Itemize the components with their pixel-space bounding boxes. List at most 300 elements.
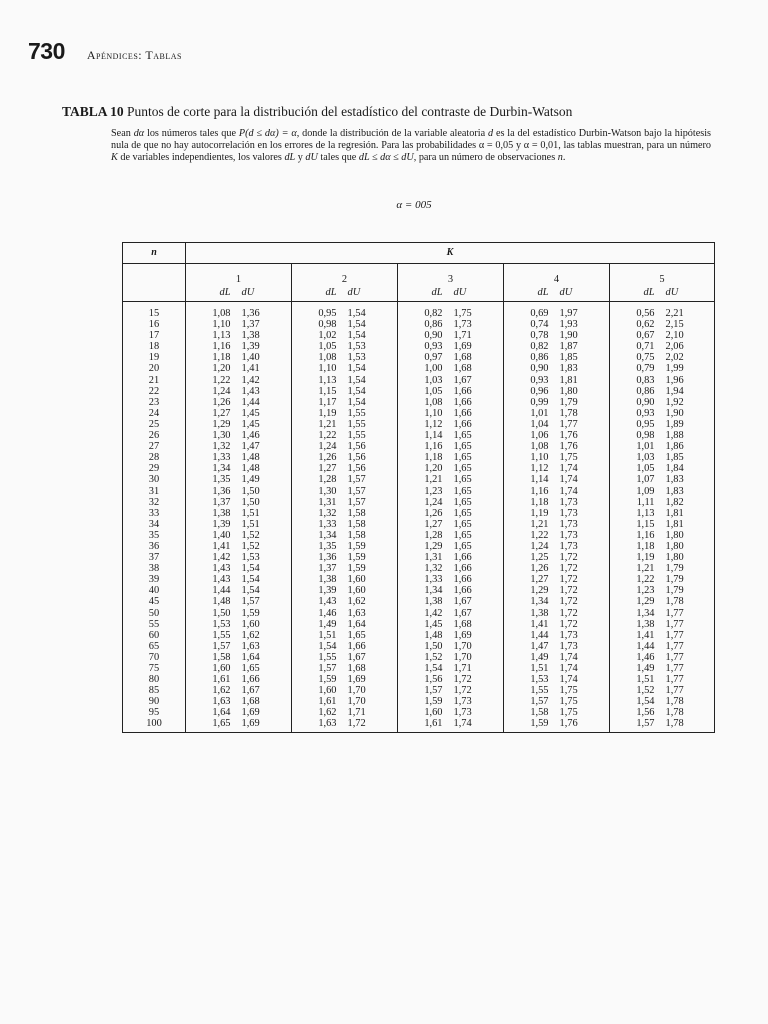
dl-value: 1,23 xyxy=(610,585,663,596)
dl-value: 1,16 xyxy=(186,341,239,352)
du-value: 1,66 xyxy=(453,585,472,597)
du-value: 1,57 xyxy=(347,474,366,486)
du-value: 1,53 xyxy=(241,552,260,564)
dl-value: 1,60 xyxy=(186,663,239,674)
du-value: 1,74 xyxy=(559,463,578,475)
du-value: 1,45 xyxy=(241,418,260,430)
du-value: 1,69 xyxy=(453,629,472,641)
intro-text: es la del estadístico Durbin-Watson bajo la hipótesis nula de que no hay autocorrelación en los errores de la regresión. Para las probabilidades α = 0,05 y α = 0,01, las tablas muestran, para un número xyxy=(111,128,712,151)
dl-value: 1,41 xyxy=(504,619,557,630)
dl-value: 1,63 xyxy=(292,718,345,732)
du-value: 1,41 xyxy=(241,363,260,375)
n-value: 36 xyxy=(148,540,160,552)
du-value: 1,57 xyxy=(347,485,366,497)
k-value-header: 2 xyxy=(292,264,398,286)
du-value: 1,74 xyxy=(559,485,578,497)
du-value: 1,78 xyxy=(665,696,684,708)
dl-value: 1,06 xyxy=(504,430,557,441)
du-value: 1,74 xyxy=(453,718,472,730)
du-value: 1,64 xyxy=(347,618,366,630)
du-value: 1,54 xyxy=(347,374,366,386)
dl-value: 1,63 xyxy=(186,696,239,707)
dl-value: 1,35 xyxy=(186,474,239,485)
du-value: 1,74 xyxy=(559,663,578,674)
dl-value: 1,34 xyxy=(292,530,345,541)
dl-value: 1,20 xyxy=(186,363,239,374)
du-value: 1,49 xyxy=(241,474,260,486)
du-value: 1,79 xyxy=(665,585,684,597)
n-value: 18 xyxy=(148,341,160,353)
table-title-text: Puntos de corte para la distribución del estadístico del contraste de Durbin-Watson xyxy=(127,104,573,119)
du-value: 1,87 xyxy=(559,341,578,353)
dl-value: 0,78 xyxy=(504,330,557,341)
du-value: 1,76 xyxy=(559,441,578,453)
dl-value: 1,64 xyxy=(186,707,239,718)
table-row xyxy=(123,375,715,386)
dl-value: 1,42 xyxy=(186,552,239,563)
du-value: 1,85 xyxy=(559,352,578,364)
dl-value: 1,07 xyxy=(610,474,663,485)
dl-value: 1,60 xyxy=(292,685,345,696)
du-value: 1,59 xyxy=(347,563,366,575)
du-value: 1,72 xyxy=(559,618,578,630)
dl-value: 1,14 xyxy=(398,430,451,441)
dl-value: 1,30 xyxy=(292,486,345,497)
du-header: dU xyxy=(451,285,504,302)
k-value-header: 1 xyxy=(186,264,292,286)
n-value: 65 xyxy=(148,640,160,652)
dl-value: 0,90 xyxy=(398,330,451,341)
dl-value: 1,16 xyxy=(504,486,557,497)
dl-value: 1,10 xyxy=(292,363,345,374)
du-value: 1,67 xyxy=(453,607,472,619)
symbol-du: dU xyxy=(305,152,318,163)
du-value: 1,96 xyxy=(665,374,684,386)
table-row xyxy=(123,319,715,330)
dl-header: dL xyxy=(292,285,345,302)
du-value: 1,69 xyxy=(241,707,260,719)
du-value: 1,79 xyxy=(559,396,578,408)
du-value: 1,68 xyxy=(241,696,260,708)
dl-value: 1,44 xyxy=(504,630,557,641)
du-value: 1,66 xyxy=(347,640,366,652)
dl-value: 0,93 xyxy=(610,408,663,419)
du-value: 1,86 xyxy=(665,441,684,453)
dl-value: 1,28 xyxy=(292,474,345,485)
du-value: 1,63 xyxy=(241,640,260,652)
dl-value: 1,01 xyxy=(504,408,557,419)
du-value: 1,68 xyxy=(453,363,472,375)
dl-value: 0,71 xyxy=(610,341,663,352)
du-value: 1,66 xyxy=(453,418,472,430)
dl-value: 1,34 xyxy=(186,463,239,474)
n-value: 60 xyxy=(148,629,160,641)
du-value: 1,75 xyxy=(559,685,578,697)
du-value: 1,51 xyxy=(241,518,260,530)
dl-value: 1,30 xyxy=(186,430,239,441)
dl-value: 1,08 xyxy=(186,302,239,320)
du-value: 1,65 xyxy=(453,529,472,541)
n-value: 16 xyxy=(148,319,160,331)
dl-value: 1,45 xyxy=(398,619,451,630)
du-value: 1,68 xyxy=(453,352,472,364)
dl-value: 1,61 xyxy=(292,696,345,707)
dl-value: 1,38 xyxy=(610,619,663,630)
du-value: 1,37 xyxy=(241,319,260,331)
du-value: 1,83 xyxy=(665,474,684,486)
n-value: 33 xyxy=(148,507,160,519)
dl-value: 1,49 xyxy=(610,663,663,674)
du-value: 1,68 xyxy=(453,618,472,630)
dl-value: 0,93 xyxy=(398,341,451,352)
dl-value: 1,40 xyxy=(186,530,239,541)
dl-value: 0,93 xyxy=(504,375,557,386)
dl-value: 1,29 xyxy=(504,585,557,596)
n-value: 40 xyxy=(148,585,160,597)
du-value: 1,65 xyxy=(453,452,472,464)
du-value: 1,79 xyxy=(665,563,684,575)
du-value: 1,65 xyxy=(347,629,366,641)
du-value: 1,77 xyxy=(665,663,684,674)
n-value: 80 xyxy=(148,674,160,686)
dl-value: 1,15 xyxy=(610,519,663,530)
dl-value: 1,19 xyxy=(292,408,345,419)
du-value: 2,06 xyxy=(665,341,684,353)
du-value: 1,47 xyxy=(241,441,260,453)
dl-value: 1,23 xyxy=(398,486,451,497)
du-value: 1,83 xyxy=(559,363,578,375)
dl-value: 1,33 xyxy=(398,574,451,585)
symbol-dl: dL xyxy=(284,152,296,163)
n-value: 38 xyxy=(148,563,160,575)
dl-value: 1,41 xyxy=(186,541,239,552)
dl-value: 1,60 xyxy=(398,707,451,718)
n-header: n xyxy=(123,243,186,264)
dl-value: 1,10 xyxy=(504,452,557,463)
table-row xyxy=(123,707,715,718)
dl-value: 1,32 xyxy=(186,441,239,452)
dl-value: 1,22 xyxy=(504,530,557,541)
dl-value: 1,37 xyxy=(292,563,345,574)
du-value: 1,45 xyxy=(241,407,260,419)
dl-value: 1,57 xyxy=(610,718,663,732)
dl-value: 1,48 xyxy=(398,630,451,641)
du-value: 1,40 xyxy=(241,352,260,364)
du-value: 1,76 xyxy=(559,718,578,730)
du-value: 1,54 xyxy=(347,319,366,331)
du-value: 1,75 xyxy=(559,696,578,708)
dl-value: 1,50 xyxy=(398,641,451,652)
du-value: 1,58 xyxy=(347,507,366,519)
probability-expression: P(d ≤ dα) = α xyxy=(238,128,297,139)
dl-value: 1,21 xyxy=(292,419,345,430)
dl-value: 0,98 xyxy=(610,430,663,441)
dl-value: 1,26 xyxy=(504,563,557,574)
table-row xyxy=(123,497,715,508)
intro-text: de variables independientes, los valores xyxy=(117,152,285,163)
du-value: 1,53 xyxy=(347,352,366,364)
dl-value: 1,05 xyxy=(398,386,451,397)
n-value: 22 xyxy=(148,385,160,397)
n-value: 95 xyxy=(148,707,160,719)
n-value: 32 xyxy=(148,496,160,508)
n-value: 35 xyxy=(148,529,160,541)
dl-value: 1,32 xyxy=(398,563,451,574)
dl-value: 1,21 xyxy=(398,474,451,485)
table-row xyxy=(123,530,715,541)
n-value: 45 xyxy=(148,596,160,608)
du-value: 1,83 xyxy=(665,485,684,497)
dl-value: 1,27 xyxy=(292,463,345,474)
du-value: 1,68 xyxy=(347,663,366,674)
du-value: 1,70 xyxy=(453,640,472,652)
dl-value: 1,18 xyxy=(186,352,239,363)
table-row xyxy=(123,696,715,707)
dl-value: 1,61 xyxy=(398,718,451,732)
section-label: Apéndices: Tablas xyxy=(86,48,182,62)
du-value: 1,60 xyxy=(241,618,260,630)
du-value: 1,77 xyxy=(665,674,684,686)
du-value: 1,73 xyxy=(559,496,578,508)
du-value: 2,21 xyxy=(665,308,684,319)
n-value: 90 xyxy=(148,696,160,708)
dl-value: 1,43 xyxy=(186,563,239,574)
table-row xyxy=(123,419,715,430)
du-value: 1,65 xyxy=(453,496,472,508)
dl-value: 1,25 xyxy=(504,552,557,563)
dl-value: 1,24 xyxy=(398,497,451,508)
dl-value: 1,54 xyxy=(610,696,663,707)
dl-value: 1,22 xyxy=(610,574,663,585)
du-value: 1,78 xyxy=(665,718,684,730)
table-label: TABLA 10 xyxy=(62,104,124,119)
du-value: 1,66 xyxy=(453,396,472,408)
dl-value: 0,75 xyxy=(610,352,663,363)
dl-value: 0,98 xyxy=(292,319,345,330)
du-value: 1,46 xyxy=(241,430,260,442)
dl-value: 0,69 xyxy=(504,302,557,320)
dl-value: 1,52 xyxy=(610,685,663,696)
du-value: 1,77 xyxy=(665,607,684,619)
dl-value: 1,44 xyxy=(610,641,663,652)
n-value: 28 xyxy=(148,452,160,464)
empty-header xyxy=(123,264,186,286)
du-value: 1,74 xyxy=(559,674,578,686)
dl-value: 0,83 xyxy=(610,375,663,386)
du-value: 1,70 xyxy=(453,651,472,663)
intro-paragraph xyxy=(111,128,711,164)
dl-value: 1,58 xyxy=(504,707,557,718)
dl-value: 1,42 xyxy=(398,608,451,619)
du-value: 1,65 xyxy=(453,507,472,519)
dl-value: 1,55 xyxy=(504,685,557,696)
dl-value: 1,24 xyxy=(186,386,239,397)
du-value: 1,71 xyxy=(453,330,472,342)
dl-value: 1,57 xyxy=(292,663,345,674)
dl-value: 1,20 xyxy=(398,463,451,474)
dl-value: 1,28 xyxy=(398,530,451,541)
du-value: 1,80 xyxy=(665,552,684,564)
table-row xyxy=(123,685,715,696)
du-value: 1,80 xyxy=(665,529,684,541)
du-value: 1,66 xyxy=(453,563,472,575)
du-value: 1,51 xyxy=(241,507,260,519)
du-value: 1,77 xyxy=(665,629,684,641)
dl-value: 1,47 xyxy=(504,641,557,652)
du-value: 1,54 xyxy=(347,363,366,375)
dl-value: 1,62 xyxy=(186,685,239,696)
dl-value: 0,90 xyxy=(610,397,663,408)
dl-value: 1,57 xyxy=(186,641,239,652)
table-row xyxy=(123,652,715,663)
dl-value: 1,10 xyxy=(186,319,239,330)
du-value: 1,72 xyxy=(453,685,472,697)
du-value: 2,15 xyxy=(665,319,684,331)
dl-value: 1,53 xyxy=(504,674,557,685)
page-number: 730 xyxy=(28,38,65,64)
table-row xyxy=(123,486,715,497)
du-value: 1,67 xyxy=(241,685,260,697)
dl-value: 1,51 xyxy=(610,674,663,685)
dl-value: 1,01 xyxy=(610,441,663,452)
du-value: 1,81 xyxy=(665,518,684,530)
dl-value: 1,34 xyxy=(504,596,557,607)
du-value: 1,65 xyxy=(453,430,472,442)
table-row xyxy=(123,663,715,674)
dl-value: 1,13 xyxy=(292,375,345,386)
dl-value: 1,34 xyxy=(610,608,663,619)
dl-header: dL xyxy=(398,285,451,302)
du-value: 1,97 xyxy=(559,308,578,319)
du-value: 1,77 xyxy=(665,618,684,630)
du-value: 1,66 xyxy=(453,574,472,586)
du-value: 1,67 xyxy=(347,651,366,663)
dl-value: 1,54 xyxy=(398,663,451,674)
dl-value: 1,39 xyxy=(186,519,239,530)
dl-value: 1,00 xyxy=(398,363,451,374)
du-value: 1,70 xyxy=(347,696,366,708)
du-value: 1,94 xyxy=(665,385,684,397)
dl-value: 1,37 xyxy=(186,497,239,508)
du-value: 1,72 xyxy=(559,596,578,608)
dl-value: 0,82 xyxy=(504,341,557,352)
n-value: 26 xyxy=(148,430,160,442)
n-value: 50 xyxy=(148,607,160,619)
dl-value: 1,52 xyxy=(398,652,451,663)
dl-value: 1,09 xyxy=(610,486,663,497)
du-value: 1,69 xyxy=(241,718,260,730)
dl-value: 1,10 xyxy=(398,408,451,419)
dl-value: 1,21 xyxy=(610,563,663,574)
du-value: 1,81 xyxy=(559,374,578,386)
du-value: 1,65 xyxy=(453,474,472,486)
dl-value: 1,33 xyxy=(186,452,239,463)
table-row xyxy=(123,718,715,732)
du-value: 1,53 xyxy=(347,341,366,353)
du-value: 1,78 xyxy=(665,596,684,608)
du-value: 1,85 xyxy=(665,452,684,464)
du-value: 1,60 xyxy=(347,574,366,586)
du-value: 1,65 xyxy=(453,518,472,530)
dl-value: 1,62 xyxy=(292,707,345,718)
intro-text: , donde la distribución de la variable aleatoria xyxy=(296,128,488,139)
du-value: 1,62 xyxy=(241,629,260,641)
du-value: 1,90 xyxy=(559,330,578,342)
durbin-watson-table xyxy=(122,242,715,733)
n-value: 17 xyxy=(148,330,160,342)
dl-header: dL xyxy=(610,285,663,302)
du-value: 1,66 xyxy=(241,674,260,686)
table-row xyxy=(123,408,715,419)
intro-text: . xyxy=(562,152,566,163)
dl-value: 1,14 xyxy=(504,474,557,485)
n-value: 31 xyxy=(148,485,160,497)
dl-value: 0,86 xyxy=(398,319,451,330)
dl-value: 1,61 xyxy=(186,674,239,685)
dl-value: 1,13 xyxy=(186,330,239,341)
dl-value: 1,18 xyxy=(504,497,557,508)
du-value: 1,73 xyxy=(559,640,578,652)
dl-value: 1,31 xyxy=(292,497,345,508)
table-row xyxy=(123,463,715,474)
du-value: 1,54 xyxy=(347,385,366,397)
du-value: 1,43 xyxy=(241,385,260,397)
n-value: 20 xyxy=(148,363,160,375)
dl-value: 1,59 xyxy=(398,696,451,707)
dl-value: 1,19 xyxy=(504,508,557,519)
table-row xyxy=(123,574,715,585)
table-row xyxy=(123,341,715,352)
dl-value: 1,58 xyxy=(186,652,239,663)
dl-value: 1,55 xyxy=(292,652,345,663)
du-value: 1,73 xyxy=(559,629,578,641)
dl-value: 1,19 xyxy=(610,552,663,563)
du-value: 1,75 xyxy=(559,452,578,464)
du-value: 1,70 xyxy=(347,685,366,697)
du-value: 1,55 xyxy=(347,418,366,430)
dl-header: dL xyxy=(186,285,239,302)
du-value: 1,63 xyxy=(347,607,366,619)
table-row xyxy=(123,441,715,452)
n-value: 34 xyxy=(148,518,160,530)
du-value: 1,99 xyxy=(665,363,684,375)
du-value: 1,56 xyxy=(347,463,366,475)
dl-value: 1,44 xyxy=(186,585,239,596)
n-value: 27 xyxy=(148,441,160,453)
du-value: 1,74 xyxy=(559,651,578,663)
intro-text: , para un número de observaciones xyxy=(413,152,558,163)
du-value: 1,67 xyxy=(453,374,472,386)
du-value: 1,80 xyxy=(559,385,578,397)
n-value: 39 xyxy=(148,574,160,586)
du-value: 1,54 xyxy=(241,574,260,586)
dl-value: 1,38 xyxy=(504,608,557,619)
table-row xyxy=(123,674,715,685)
du-value: 1,36 xyxy=(241,308,260,319)
du-value: 1,74 xyxy=(559,474,578,486)
du-value: 1,60 xyxy=(347,585,366,597)
dl-value: 1,22 xyxy=(186,375,239,386)
du-value: 1,52 xyxy=(241,529,260,541)
dl-value: 1,26 xyxy=(292,452,345,463)
du-value: 1,73 xyxy=(559,507,578,519)
dl-value: 0,86 xyxy=(610,386,663,397)
dl-value: 0,96 xyxy=(504,386,557,397)
dl-value: 0,99 xyxy=(504,397,557,408)
du-value: 1,75 xyxy=(559,707,578,719)
dl-value: 1,18 xyxy=(610,541,663,552)
table-row xyxy=(123,302,715,320)
